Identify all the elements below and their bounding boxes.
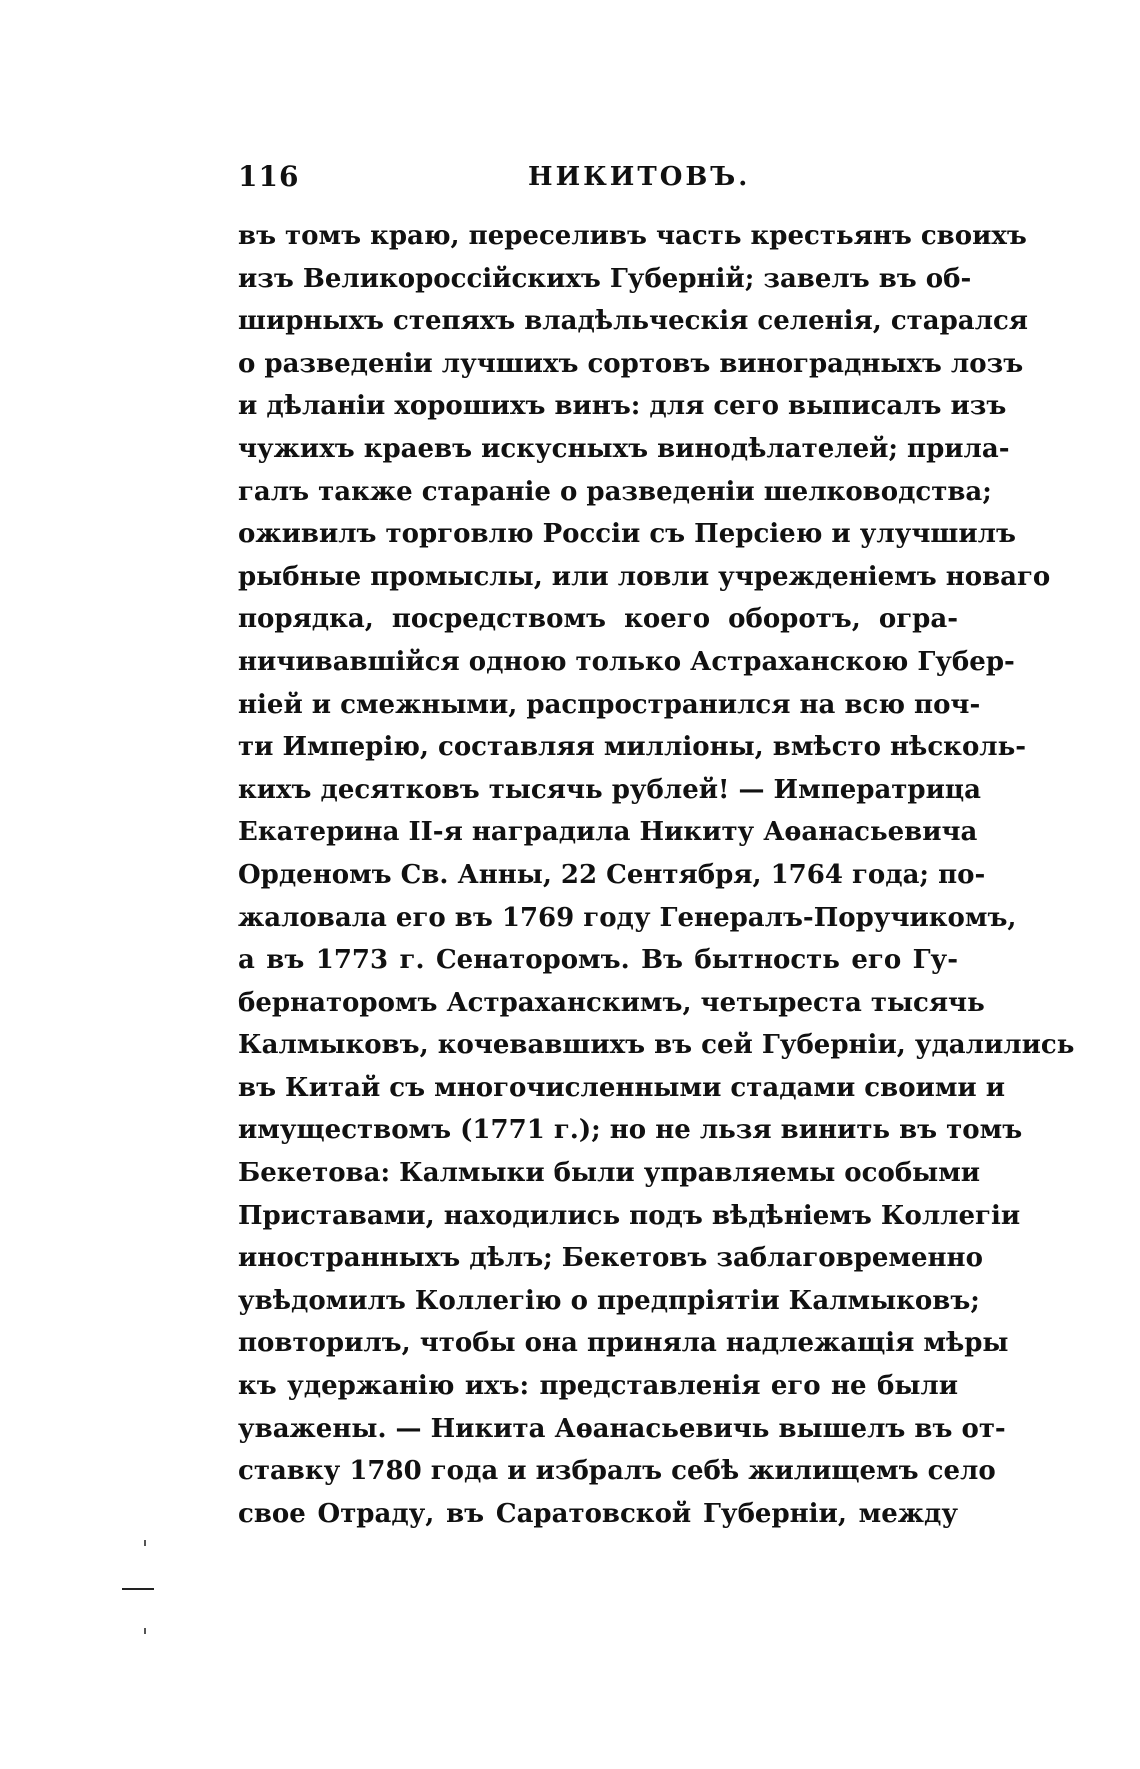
text-line: увѣдомилъ Коллегію о предпріятіи Калмыковъ; (238, 1285, 980, 1316)
text-line: кихъ десятковъ тысячь рублей! — Императрица (238, 774, 981, 805)
page-number: 116 (238, 160, 300, 193)
text-line: Екатерина II-я наградила Никиту Аѳанасьевича (238, 817, 978, 848)
text-line: оживилъ торговлю Россіи съ Персіею и улучшилъ (238, 519, 1016, 550)
margin-mark (122, 1588, 154, 1590)
text-line: Приставами, находились подъ вѣдѣніемъ Коллегіи (238, 1200, 1021, 1231)
text-line: а въ 1773 г. Сенаторомъ. Въ бытность его Гу- (238, 945, 958, 976)
margin-speck (144, 1540, 146, 1546)
margin-speck (144, 1628, 146, 1634)
text-line: изъ Великороссійскихъ Губерній; завелъ въ об- (238, 263, 972, 294)
text-line: жаловала его въ 1769 году Генералъ-Поручикомъ, (238, 902, 1017, 933)
text-line: свое Отраду, въ Саратовской Губерніи, между (238, 1498, 958, 1529)
text-line: и дѣланіи хорошихъ винъ: для сего выписалъ изъ (238, 391, 1007, 422)
text-line: порядка, посредствомъ коего оборотъ, огра- (238, 604, 958, 635)
text-line: Бекетова: Калмыки были управляемы особыми (238, 1158, 981, 1189)
text-line: Калмыковъ, кочевавшихъ въ сей Губерніи, удалились (238, 1030, 1075, 1061)
text-line: имуществомъ (1771 г.); но не льзя винить въ томъ (238, 1115, 1023, 1146)
text-line: бернаторомъ Астраханскимъ, четыреста тысячь (238, 987, 985, 1018)
text-line: иностранныхъ дѣлъ; Бекетовъ заблаговременно (238, 1243, 983, 1274)
running-title: НИКИТОВЪ. (528, 162, 751, 192)
body-text (238, 215, 1075, 1535)
text-line: въ томъ краю, переселивъ часть крестьянъ своихъ (238, 221, 1027, 251)
text-line: уважены. — Никита Аѳанасьевичь вышелъ въ от- (238, 1413, 1006, 1444)
running-head (238, 160, 958, 200)
text-line: рыбные промыслы, или ловли учрежденіемъ новаго (238, 561, 1051, 592)
text-line: ставку 1780 года и избралъ себѣ жилищемъ село (238, 1456, 996, 1487)
text-line: ничивавшійся одною только Астраханскою Губер- (238, 646, 1015, 677)
text-line: Орденомъ Св. Анны, 22 Сентября, 1764 года; по- (238, 859, 986, 890)
text-line: къ удержанію ихъ: представленія его не были (238, 1371, 958, 1402)
text-line: въ Китай съ многочисленными стадами своими и (238, 1072, 1006, 1103)
text-line: о разведеніи лучшихъ сортовъ виноградныхъ лозъ (238, 348, 1024, 379)
text-line: ти Имперію, составляя милліоны, вмѣсто нѣсколь- (238, 732, 1027, 763)
text-line: повторилъ, чтобы она приняла надлежащія мѣры (238, 1328, 1009, 1359)
text-line: ніей и смежными, распространился на всю поч- (238, 689, 981, 720)
text-line: галъ также стараніе о разведеніи шелководства; (238, 476, 992, 507)
text-line: чужихъ краевъ искусныхъ винодѣлателей; прила- (238, 433, 1010, 464)
text-line: ширныхъ степяхъ владѣльческія селенія, старался (238, 306, 1029, 337)
